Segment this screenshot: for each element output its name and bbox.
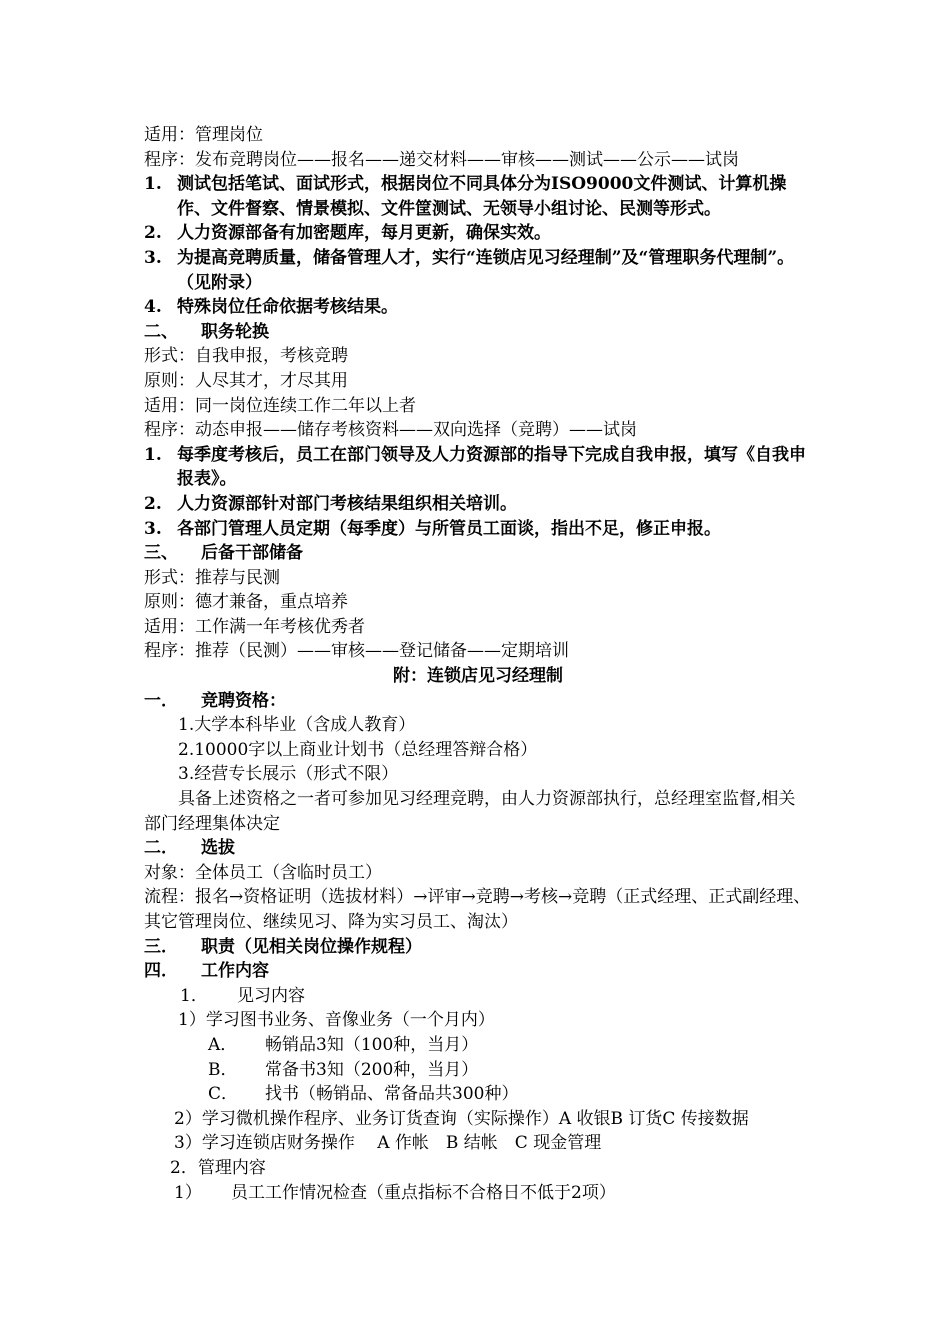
list-item xyxy=(144,295,812,320)
list-item-text: 为提高竞聘质量，储备管理人才，实行“连锁店见习经理制”及“管理职务代理制”。（见附录） xyxy=(177,247,795,293)
flow-line: 流程：报名→资格证明（选拔材料）→评审→竞聘→考核→竞聘（正式经理、正式副经理、其它管理岗位、继续见习、降为实习员工、淘汰） xyxy=(144,887,811,932)
apply-line: 适用：同一岗位连续工作二年以上者 xyxy=(144,395,416,416)
section-number: 三、 xyxy=(144,543,178,564)
letter-text: 常备书3知（200种，当月） xyxy=(265,1059,479,1080)
letter-item xyxy=(144,1033,812,1058)
list-item-text: 各部门管理人员定期（每季度）与所管员工面谈，指出不足，修正申报。 xyxy=(177,518,721,539)
target-line: 对象：全体员工（含临时员工） xyxy=(144,862,382,883)
list-item xyxy=(144,221,812,246)
management-item xyxy=(144,1181,812,1206)
principle-line: 原则：人尽其才，才尽其用 xyxy=(144,370,348,391)
list-item-number: 2. xyxy=(144,493,162,514)
section-title: 后备干部储备 xyxy=(201,543,303,564)
list-item-number: 1. xyxy=(144,174,162,195)
section-number: 一． xyxy=(144,690,178,711)
list-item-text: 人力资源部针对部门考核结果组织相关培训。 xyxy=(177,493,517,514)
section-title: 竞聘资格： xyxy=(201,690,286,711)
learning-item: 3）学习连锁店财务操作 A 作帐 B 结帐 C 现金管理 xyxy=(174,1133,602,1154)
subsection-heading: 2．管理内容 xyxy=(170,1157,266,1178)
letter-label: A． xyxy=(208,1034,238,1055)
procedure-line: 程序：推荐（民测）——审核——登记储备——定期培训 xyxy=(144,641,569,662)
list-item-text: 每季度考核后，员工在部门领导及人力资源部的指导下完成自我申报，填写《自我申报表》。 xyxy=(177,444,806,490)
letter-label: B． xyxy=(208,1059,238,1080)
list-item-text: 特殊岗位任命依据考核结果。 xyxy=(177,297,398,318)
list-item-number: 3. xyxy=(144,247,162,268)
section-heading xyxy=(144,836,812,861)
qualification-item: 3.经营专长展示（形式不限） xyxy=(178,764,399,785)
section-title: 工作内容 xyxy=(201,961,269,982)
section-heading xyxy=(144,689,812,714)
qualification-item: 1.大学本科毕业（含成人教育） xyxy=(178,715,416,736)
list-item-number: 2. xyxy=(144,223,162,244)
management-item-text: 员工工作情况检查（重点指标不合格日不低于2项） xyxy=(231,1182,616,1203)
section-number: 三． xyxy=(144,936,178,957)
list-item-text: 人力资源部备有加密题库，每月更新，确保实效。 xyxy=(177,223,551,244)
subsection-title: 见习内容 xyxy=(237,985,305,1006)
section-heading xyxy=(144,541,812,566)
qualification-note: 具备上述资格之一者可参加见习经理竞聘，由人力资源部执行，总经理室监督,相关部门经理集体决定 xyxy=(144,789,796,834)
list-item-number: 4. xyxy=(144,297,162,318)
list-item xyxy=(144,517,812,542)
appendix-title: 附：连锁店见习经理制 xyxy=(393,666,563,687)
section-title: 选拔 xyxy=(201,838,235,859)
management-item-number: 1） xyxy=(174,1182,202,1203)
section-title: 职务轮换 xyxy=(201,321,269,342)
list-item xyxy=(144,172,812,221)
subsection-heading xyxy=(144,984,812,1009)
section-heading xyxy=(144,320,812,345)
section-heading xyxy=(144,935,812,960)
list-item-number: 3. xyxy=(144,518,162,539)
section-heading xyxy=(144,959,812,984)
learning-item: 1）学习图书业务、音像业务（一个月内） xyxy=(178,1010,495,1031)
letter-item xyxy=(144,1082,812,1107)
list-item xyxy=(144,246,812,295)
letter-label: C． xyxy=(208,1084,239,1105)
list-item xyxy=(144,492,812,517)
procedure-line: 程序：发布竞聘岗位——报名——递交材料——审核——测试——公示——试岗 xyxy=(144,149,739,170)
list-item-text: 测试包括笔试、面试形式，根据岗位不同具体分为ISO9000文件测试、计算机操作、文件督察、情景模拟、文件筐测试、无领导小组讨论、民测等形式。 xyxy=(177,174,787,219)
letter-text: 畅销品3知（100种，当月） xyxy=(265,1034,479,1055)
apply-line: 适用：工作满一年考核优秀者 xyxy=(144,616,365,637)
list-item-number: 1. xyxy=(144,444,162,465)
section-number: 二、 xyxy=(144,321,178,342)
section-number: 四． xyxy=(144,961,178,982)
qualification-item: 2.10000字以上商业计划书（总经理答辩合格） xyxy=(178,739,538,760)
procedure-line: 程序：动态申报——储存考核资料——双向选择（竞聘）——试岗 xyxy=(144,420,637,441)
form-line: 形式：自我申报，考核竞聘 xyxy=(144,346,348,367)
principle-line: 原则：德才兼备，重点培养 xyxy=(144,592,348,613)
letter-item xyxy=(144,1058,812,1083)
subsection-number: 1． xyxy=(180,985,208,1006)
list-item xyxy=(144,443,812,492)
letter-text: 找书（畅销品、常备品共300种） xyxy=(265,1084,519,1105)
section-number: 二． xyxy=(144,838,178,859)
form-line: 形式：推荐与民测 xyxy=(144,567,280,588)
learning-item: 2）学习微机操作程序、业务订货查询（实际操作）A 收银B 订货C 传接数据 xyxy=(174,1108,749,1129)
apply-line: 适用：管理岗位 xyxy=(144,125,263,145)
section-title: 职责（见相关岗位操作规程） xyxy=(201,936,422,957)
